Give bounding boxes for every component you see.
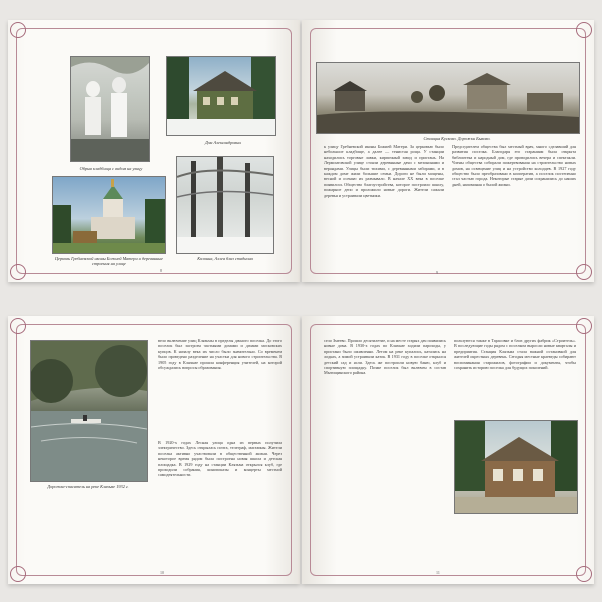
corner-ornament xyxy=(10,264,26,280)
corner-ornament xyxy=(10,318,26,334)
photo-church xyxy=(52,176,166,254)
top-spread xyxy=(8,20,594,282)
text-column: пользуются также в Тарасовке и близ других фабрик «Строитель». В последующие годы рядом с поселком выросли новые кварталы и предприятия. Станция Клязьма стала важной остановкой для жителей окрестных деревень. Сегодня местные краеведы собирают воспоминания старожилов, фотографии и документы, чтобы сохранить историю поселка для будущих поколений. xyxy=(454,338,576,371)
corner-ornament xyxy=(10,566,26,582)
text-column: вело включение улиц Клязьмы в пределы дачного поселка. До этого поселок был застроен частными домами и дачами московских купцов. К началу века их число было значительно. Со временем было проведено разделение на участки для нового строительства. В 1905 году в Клязьме прошла конференция учителей, на которой обсуждались вопросы образования. xyxy=(158,338,282,371)
text-column: к улицу Гребневской иконы Божией Матери. За церковью было небольшое кладбище, а далее — тенистая роща. У станции находились торговые лавки, кирпичный завод и пристань. На Лермонтовской улице стояли деревянные дачи с мезонинами и верандами. Улицы были тихими, с деревянными заборами, и в каждом доме жили большие семьи. Дороги не были мощены, весной и осенью их размывало. В начале XX века в поселке появилось Общество благоустройства, которое построило школу, пожарное депо и проложило новые дороги. Жители сажали деревья и устраивали цветники. xyxy=(324,144,444,198)
photo-caption: Станция Кусково. Дорожки Быково. xyxy=(423,136,491,141)
photo-caption: Колонна, Аллея близ стадиона xyxy=(197,256,253,261)
page-number: 9 xyxy=(436,270,438,275)
photo-alley xyxy=(176,156,274,254)
corner-ornament xyxy=(576,318,592,334)
bottom-spread xyxy=(8,316,594,584)
corner-ornament xyxy=(10,22,26,38)
corner-ornament xyxy=(576,566,592,582)
photo-caption: Дом Александровых xyxy=(204,140,242,145)
photo-caption: Дорожка-спасатель на реке Клязьме 1932 г. xyxy=(47,484,129,489)
top-left-page xyxy=(8,20,300,282)
photo-wooden-house xyxy=(166,56,276,136)
photo-wooden-building xyxy=(454,420,578,514)
photo-caption: Церковь Гребневской иконы Божией Матери и деревянные строения на улице xyxy=(55,256,163,266)
photo-caption: Обрыв кладбища с видом на улицу xyxy=(79,166,143,171)
corner-ornament xyxy=(576,22,592,38)
page-number: 10 xyxy=(160,570,164,575)
photo-people-garden xyxy=(70,56,150,162)
photo-river xyxy=(30,340,148,482)
text-column: В 1920-х годах Лесная улица одна из первых получила электричество. Здесь открылась почта, телеграф, магазины. Жители поселка активно участвовали в общественной жизни. Через некоторое время рядом была построена новая школа и детская площадка. В 1929 году на станции Клязьма открылся клуб, где проходили собрания, кинопоказы и концерты местной самодеятельности. xyxy=(158,440,282,478)
top-right-page xyxy=(302,20,594,282)
text-column: Председателем общества был местный врач, много сделавший для развития поселка. Благодаря его стараниям была открыта библиотека и народный дом, где проводились вечера и спектакли. Члены общества собирали пожертвования на строительство новых домов, на освещение улиц и на устройство колодцев. В 1927 году общество было преобразовано в кооператив, а поселок постепенно стал частью города. Некоторые старые дачи сохранились до наших дней, напоминая о былой жизни. xyxy=(452,144,576,187)
bottom-left-page xyxy=(8,316,300,584)
page-number: 8 xyxy=(160,268,162,273)
bottom-right-page xyxy=(302,316,594,584)
photo-station-panorama xyxy=(316,62,580,134)
text-column: село Змеево. Прошло десятилетие, и на месте старых дач появились новые дома. В 1930-х годах по Клязьме ходили пароходы, у пристани было оживленно. Летом на реке купались, катались на лодках, а зимой устраивали каток. В 1931 году в поселке открылся детский сад и ясли. Здесь же построили новую баню, клуб и спортивную площадку. Позже поселок был включен в состав Мытищинского района. xyxy=(324,338,446,376)
corner-ornament xyxy=(576,264,592,280)
page-number: 11 xyxy=(436,570,440,575)
